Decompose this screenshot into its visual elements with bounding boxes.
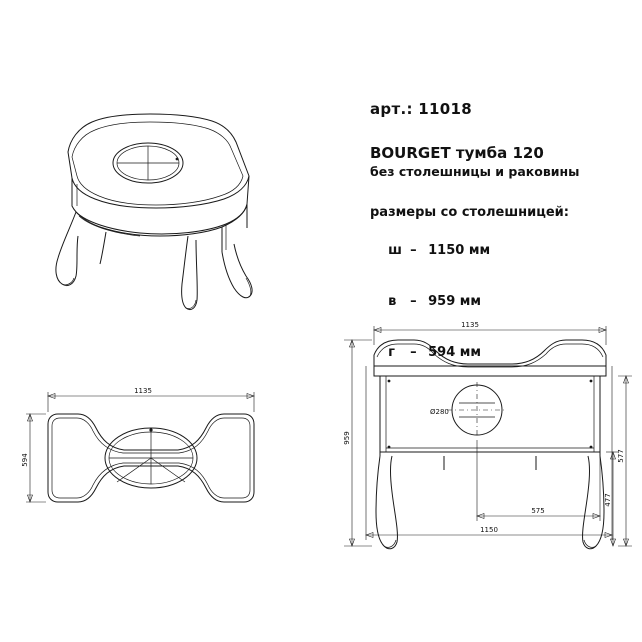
dimension-key-depth: г <box>388 345 395 360</box>
dimension-key-width: ш <box>388 243 402 258</box>
dimension-row-height <box>370 279 632 324</box>
dimension-dash-width: – <box>410 243 417 258</box>
specification-block <box>370 100 632 381</box>
top-width-label: 1135 <box>134 387 152 395</box>
perspective-view-group <box>56 114 252 310</box>
dimension-value-depth: 594 мм <box>428 345 482 360</box>
front-leg-height-label: 477 <box>604 493 612 507</box>
dimension-dash-height: – <box>410 294 417 309</box>
front-inner-width-label: 575 <box>531 507 545 515</box>
top-view-group <box>21 387 254 502</box>
dimension-dash-depth: – <box>410 345 417 360</box>
article-number: арт.: 11018 <box>370 100 472 118</box>
front-top-width-label: 1135 <box>461 321 479 329</box>
dimension-value-width: 1150 мм <box>428 243 491 258</box>
top-depth-label: 594 <box>21 453 29 467</box>
front-height-label: 959 <box>343 431 351 445</box>
dimensions-heading: размеры со столешницей: <box>370 205 569 220</box>
dimension-value-height: 959 мм <box>428 294 482 309</box>
dimension-key-height: в <box>388 294 397 309</box>
front-bottom-width-label: 1150 <box>480 526 498 534</box>
product-title: BOURGET тумба 120 <box>370 144 544 162</box>
product-subtitle: без столешницы и раковины <box>370 164 580 179</box>
dimension-row-depth <box>370 330 632 375</box>
front-side-height-label: 577 <box>617 449 625 463</box>
bowl-diameter-label: Ø280 <box>430 408 449 416</box>
dimension-row-width <box>370 228 632 273</box>
